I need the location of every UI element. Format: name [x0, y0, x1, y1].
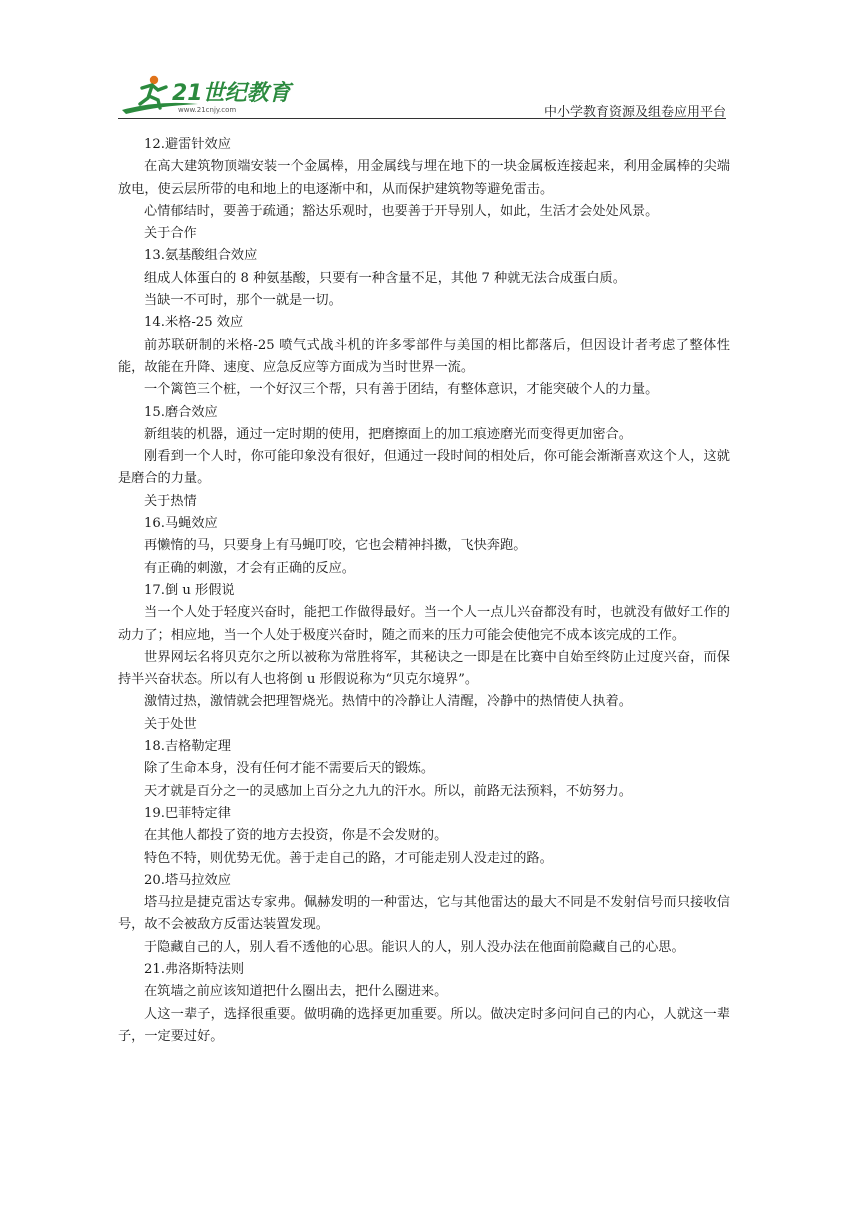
header-divider	[118, 118, 726, 119]
text-line: 关于处世	[144, 716, 197, 732]
logo-image	[118, 70, 298, 116]
text-line: 14.米格-25 效应	[144, 315, 244, 331]
logo	[118, 70, 298, 116]
logo-url: www.21cnjy.com	[178, 106, 237, 114]
text-line: 新组装的机器，通过一定时期的使用，把磨擦面上的加工痕迹磨光而变得更加密合。	[144, 426, 632, 442]
text-line: 激情过热，激情就会把理智烧光。热情中的冷静让人清醒，冷静中的热情使人执着。	[144, 694, 632, 710]
paragraph: 当一个人处于轻度兴奋时，能把工作做得最好。当一个人一点儿兴奋都没有时，也就没有做好工作的动力了；相应地，当一个人处于极度兴奋时，随之而来的压力可能会使他完不成本该完成的工作。	[118, 605, 730, 643]
text-line: 21.弗洛斯特法则	[144, 961, 245, 977]
text-line: 一个篱笆三个桩，一个好汉三个帮，只有善于团结，有整体意识，才能突破个人的力量。	[144, 382, 659, 398]
paragraph: 前苏联研制的米格-25 喷气式战斗机的许多零部件与美国的相比都落后，但因设计者考虑了整体性能，故能在升降、速度、应急反应等方面成为当时世界一流。	[118, 337, 730, 375]
text-line: 在其他人都投了资的地方去投资，你是不会发财的。	[144, 828, 448, 844]
text-line: 在筑墙之前应该知道把什么圈出去，把什么圈进来。	[144, 984, 448, 1000]
text-line: 特色不特，则优势无优。善于走自己的路，才可能走别人没走过的路。	[144, 850, 553, 866]
text-line: 再懒惰的马，只要身上有马蝇叮咬，它也会精神抖擞，飞快奔跑。	[144, 538, 527, 554]
text-line: 有正确的刺激，才会有正确的反应。	[144, 560, 355, 576]
text-line: 20.塔马拉效应	[144, 872, 231, 888]
text-line: 除了生命本身，没有任何才能不需要后天的锻炼。	[144, 761, 435, 777]
text-line: 天才就是百分之一的灵感加上百分之九九的汗水。所以，前路无法预料，不妨努力。	[144, 783, 632, 799]
paragraph: 塔马拉是捷克雷达专家弗。佩赫发明的一种雷达，它与其他雷达的最大不同是不发射信号而只接收信号，故不会被敌方反雷达装置发现。	[118, 895, 730, 933]
platform-name: 中小学教育资源及组卷应用平台	[543, 105, 726, 120]
document-body	[118, 134, 730, 1048]
text-line: 16.马蝇效应	[144, 516, 218, 532]
paragraph: 于隐藏自己的人，别人看不透他的心思。能识人的人，别人没办法在他面前隐藏自己的心思。	[144, 939, 685, 955]
text-line: 关于热情	[144, 493, 197, 509]
paragraph: 刚看到一个人时，你可能印象没有很好，但通过一段时间的相处后，你可能会渐渐喜欢这个人，这就是磨合的力量。	[118, 449, 730, 487]
page-header	[118, 70, 726, 120]
text-line: 组成人体蛋白的 8 种氨基酸，只要有一种含量不足，其他 7 种就无法合成蛋白质。	[144, 270, 626, 286]
logo-text: 21世纪教育	[172, 81, 291, 106]
text-line: 17.倒 u 形假说	[144, 582, 235, 598]
paragraph: 世界网坛名将贝克尔之所以被称为常胜将军，其秘诀之一即是在比赛中自始至终防止过度兴奋，而保持半兴奋状态。所以有人也将倒 u 形假说称为“贝克尔境界”。	[118, 649, 730, 688]
paragraph: 人这一辈子，选择很重要。做明确的选择更加重要。所以。做决定时多问问自己的内心，人就这一辈子，一定要过好。	[118, 1006, 730, 1044]
text-line: 心情郁结时，要善于疏通；豁达乐观时，也要善于开导别人，如此，生活才会处处风景。	[144, 203, 659, 219]
text-line: 12.避雷针效应	[144, 137, 231, 152]
text-line: 18.吉格勒定理	[144, 739, 231, 755]
text-line: 13.氨基酸组合效应	[144, 248, 258, 264]
text-line: 当缺一不可时，那个一就是一切。	[144, 293, 342, 309]
paragraph: 在高大建筑物顶端安装一个金属棒，用金属线与埋在地下的一块金属板连接起来，利用金属棒的尖端放电，使云层所带的电和地上的电逐渐中和，从而保护建筑物等避免雷击。	[118, 159, 730, 197]
text-line: 19.巴菲特定律	[144, 805, 231, 821]
text-line: 关于合作	[144, 226, 197, 242]
text-line: 15.磨合效应	[144, 404, 218, 420]
